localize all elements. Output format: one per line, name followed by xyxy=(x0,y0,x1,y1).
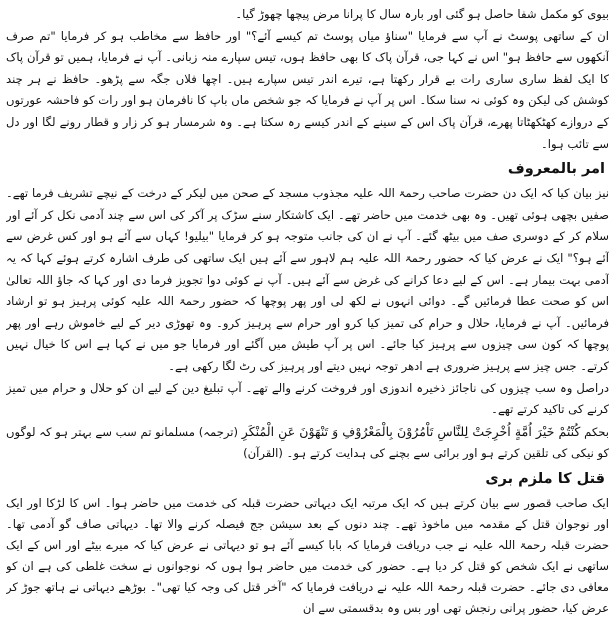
intro-paragraph-2: ان کے ساتھی پوسٹ نے آپ سے فرمایا "سناؤ میاں پوسٹ تم کیسے آئے؟" اور حافظ سے مخاطب ہو کر فرمایا "تم صرف آنکھوں سے حافظ ہو" اس نے کہا جی، قرآن پاک کا بھی حافظ ہوں، تیس سپارے منہ زبانی۔ آپ نے فرمایا، ہمیں تو قرآن پاک کا ایک لفظ ساری ساری رات بے قرار رکھتا ہے، تیرے اندر تیس سپارے ہیں۔ اچھا فلاں جگہ سے پڑھو۔ حافظ نے ہر چند کوشش کی لیکن وہ کوئی نہ سنا سکا۔ اس پر آپ نے فرمایا کہ جو شخص ماں باپ کا نافرمان ہو اور رات کو فاحشہ عورتوں کے دروازے کھٹکھٹاتا پھرے، قرآن پاک اس کے سینے کے اندر کیسے رہ سکتا ہے۔ وہ شرمسار ہو کر زار و قطار رونے لگا اور دل سے تائب ہوا۔ xyxy=(6,28,609,151)
verse-intro: بحکم xyxy=(584,424,609,439)
section-heading-amr-bil-maroof: امر بالمعروف xyxy=(507,161,605,178)
urdu-book-page xyxy=(6,4,609,637)
section-heading-qatl-ka-mulzim: قتل کا ملزم بری xyxy=(485,470,605,487)
section1-paragraph-2: دراصل وہ سب چیزوں کی ناجائز ذخیرہ اندوزی اور فروخت کرنے والے تھے۔ آپ تبلیغ دین کے لیے ان کو حلال و حرام میں تمیز کرنے کی تاکید کرتے تھے۔ xyxy=(6,380,609,417)
intro-paragraph-1: بیوی کو مکمل شفا حاصل ہو گئی اور بارہ سال کا پرانا مرض پیچھا چھوڑ گیا۔ xyxy=(235,7,609,21)
quran-verse-arabic: كُنْتُمْ خَيْرَ اُمَّةٍ اُخْرِجَتْ لِلنَّاسِ تَاْمُرُوْنَ بِالْمَعْرُوْفِ وَ تَنْهَوْنَ عَنِ الْمُنْكَرِ xyxy=(241,423,581,439)
quran-verse-translation: (ترجمہ) مسلمانو تم سب سے بہتر ہو کہ لوگوں کو نیکی کی تلقین کرتے ہو اور برائی سے بچنے کی ہدایت کرتے ہو۔ (القرآن) xyxy=(6,424,609,461)
quran-verse-paragraph xyxy=(6,421,609,465)
section1-paragraph-1: نیز بیان کیا کہ ایک دن حضرت صاحب رحمۃ اللہ علیہ مجذوب مسجد کے صحن میں لیکر کے درخت کے نیچے تشریف فرما تھے۔ صفیں بچھی ہوئی تھیں۔ وہ بھی خدمت میں حاضر تھے۔ ایک کاشتکار سنے سڑک پر آکر کی اس سے چند آدمی نکل کر آئے اور سلام کر کے دوسری صف میں بیٹھ گئے۔ آپ نے ان کی جانب متوجہ ہو کر فرمایا "بیلیو! کہاں سے آئے ہو اور کس غرض سے آئے ہو؟" ایک نے عرض کیا کہ حضور رحمۃ اللہ علیہ ہم لاہور سے آئے ہیں ایک ساتھی کی طرف اشارہ کرتے ہوئے کہا کہ یہ آدمی بہت بیمار ہے۔ اس کے لیے دعا کرانے کی غرض سے آئے ہیں۔ آپ نے کوئی دوا تجویز فرما دی اور کہا کہ جاؤ اللہ تعالیٰ اس کو صحت عطا فرمائیں گے۔ دوائی انہوں نے لکھ لی اور پھر پوچھا کہ حضور رحمۃ اللہ علیہ کوئی پرہیز ہو تو ارشاد فرمائیں۔ آپ نے فرمایا، حلال و حرام کی تمیز کیا کرو اور حرام سے پرہیز کرو۔ وہ تھوڑی دیر کے لیے خاموش رہے اور پھر پوچھا کہ کون سی چیزوں سے پرہیز کیا جائے۔ اس پر آپ طیش میں آگئے اور فرمایا جو میں نے کہا ہے اس کا خیال نہیں کرتے۔ جس چیز سے پرہیز ضروری ہے ادھر توجہ نہیں دیتے اور پرہیز کی رٹ لگا رکھی ہے۔ xyxy=(6,186,609,373)
section2-paragraph-1: ایک صاحب قصور سے بیان کرتے ہیں کہ ایک مرتبہ ایک دیہاتی حضرت قبلہ کی خدمت میں حاضر ہوا۔ اس کا لڑکا اور ایک اور نوجوان قتل کے مقدمہ میں ماخوذ تھے۔ چند دنوں کے بعد سیشن جج فیصلہ کرنے والا تھا۔ دیہاتی صاف گو آدمی تھا۔ حضرت قبلہ رحمۃ اللہ علیہ نے جب دریافت فرمایا کہ بابا کیسے آئے ہو تو دیہاتی نے عرض کیا کہ میرے بیٹے اور اس کے ایک ساتھی نے ایک شخص کو قتل کر دیا ہے۔ حضور کی خدمت میں حاضر ہوا ہوں کہ نوجوانوں نے سخت غلطی کی ہے ان کو معافی دی جائے۔ حضرت قبلہ رحمۃ اللہ علیہ نے دریافت فرمایا کہ "آخر قتل کی وجہ کیا تھی"۔ بوڑھے دیہاتی نے ہاتھ جوڑ کر عرض کیا، حضور پرانی رنجش تھی اور بس وہ بدقسمتی سے ان xyxy=(6,495,609,615)
